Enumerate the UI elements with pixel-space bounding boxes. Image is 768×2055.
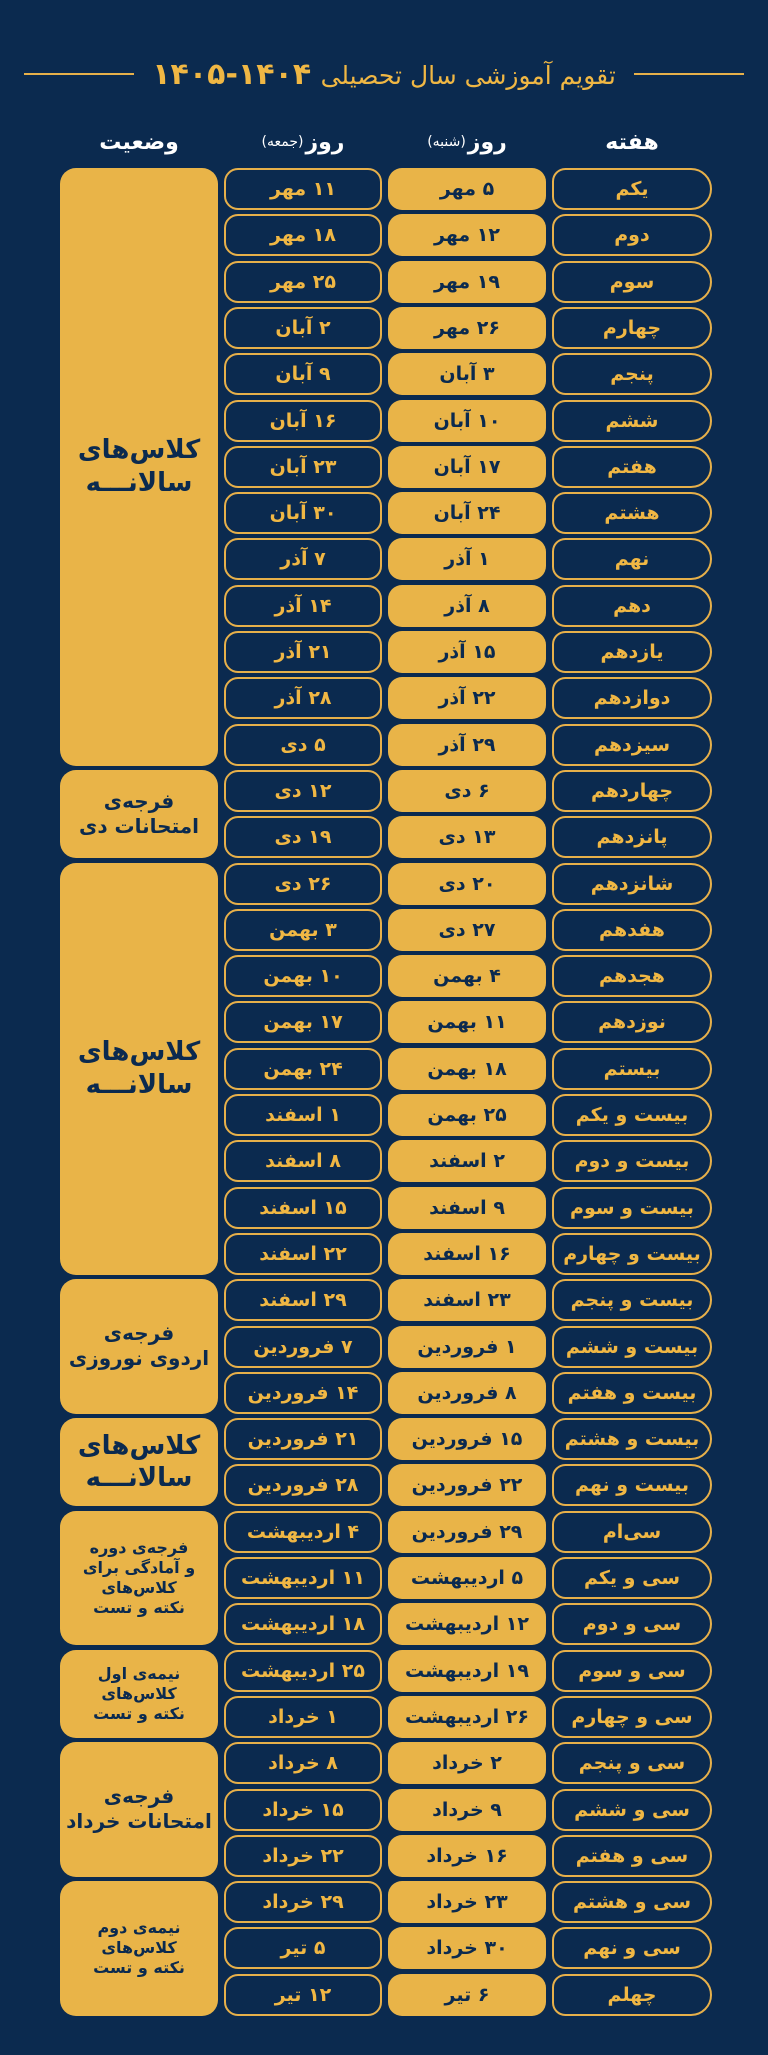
- week-cell: پنجم: [552, 353, 712, 395]
- saturday-cell: ۲۲ فروردین: [388, 1464, 546, 1506]
- saturday-cell: ۲۶ اردیبهشت: [388, 1696, 546, 1738]
- friday-cell: ۱ اسفند: [224, 1094, 382, 1136]
- friday-cell: ۱۲ دی: [224, 770, 382, 812]
- saturday-cell: ۱ فروردین: [388, 1326, 546, 1368]
- status-line: امتحانات خرداد: [66, 1809, 212, 1834]
- friday-cell: ۱۸ اردیبهشت: [224, 1603, 382, 1645]
- saturday-cell: ۵ اردیبهشت: [388, 1557, 546, 1599]
- header-status-label: وضعیت: [99, 129, 179, 155]
- friday-cell: ۲۱ فروردین: [224, 1418, 382, 1460]
- week-cell: یکم: [552, 168, 712, 210]
- friday-cell: ۱۶ آبان: [224, 400, 382, 442]
- friday-cell: ۲۴ بهمن: [224, 1048, 382, 1090]
- friday-cell: ۲۶ دی: [224, 863, 382, 905]
- week-cell: بیست و دوم: [552, 1140, 712, 1182]
- week-cell: دوازدهم: [552, 677, 712, 719]
- friday-cell: ۲۲ خرداد: [224, 1835, 382, 1877]
- status-line: کلاس‌های: [77, 1430, 201, 1461]
- status-line: و آمادگی برای: [82, 1557, 196, 1577]
- saturday-cell: ۱۹ اردیبهشت: [388, 1650, 546, 1692]
- saturday-cell: ۱۸ بهمن: [388, 1048, 546, 1090]
- friday-cell: ۴ اردیبهشت: [224, 1511, 382, 1553]
- saturday-cell: ۱ آذر: [388, 538, 546, 580]
- week-cell: هفتم: [552, 446, 712, 488]
- saturday-cell: ۳ آبان: [388, 353, 546, 395]
- saturday-cell: ۲۶ مهر: [388, 307, 546, 349]
- status-line: نکته و تست: [93, 1703, 185, 1723]
- friday-cell: ۲۸ فروردین: [224, 1464, 382, 1506]
- week-cell: بیست و ششم: [552, 1326, 712, 1368]
- saturday-cell: ۲ اسفند: [388, 1140, 546, 1182]
- week-cell: سیزدهم: [552, 724, 712, 766]
- week-cell: سی و پنجم: [552, 1742, 712, 1784]
- saturday-cell: ۲۳ خرداد: [388, 1881, 546, 1923]
- saturday-cell: ۲۰ دی: [388, 863, 546, 905]
- saturday-cell: ۶ دی: [388, 770, 546, 812]
- friday-cell: ۸ اسفند: [224, 1140, 382, 1182]
- header-friday-label: روز: [305, 129, 345, 155]
- week-cell: ششم: [552, 400, 712, 442]
- status-line: فرجه‌ی: [103, 1321, 175, 1346]
- week-cell: بیست و هفتم: [552, 1372, 712, 1414]
- status-line: نیمه‌ی دوم: [97, 1918, 181, 1938]
- week-cell: بیست و سوم: [552, 1187, 712, 1229]
- week-cell: هشتم: [552, 492, 712, 534]
- friday-cell: ۱۰ بهمن: [224, 955, 382, 997]
- status-block: [60, 1650, 218, 1738]
- friday-cell: ۵ دی: [224, 724, 382, 766]
- saturday-cell: ۱۲ مهر: [388, 214, 546, 256]
- friday-cell: ۳۰ آبان: [224, 492, 382, 534]
- week-cell: سی و چهارم: [552, 1696, 712, 1738]
- friday-cell: ۲۸ آذر: [224, 677, 382, 719]
- saturday-cell: ۲۳ اسفند: [388, 1279, 546, 1321]
- saturday-cell: ۲۹ آذر: [388, 724, 546, 766]
- week-cell: بیستم: [552, 1048, 712, 1090]
- week-cell: سی و یکم: [552, 1557, 712, 1599]
- saturday-cell: ۴ بهمن: [388, 955, 546, 997]
- friday-cell: ۲۱ آذر: [224, 631, 382, 673]
- friday-cell: ۷ آذر: [224, 538, 382, 580]
- saturday-cell: ۲۲ آذر: [388, 677, 546, 719]
- week-cell: چهارم: [552, 307, 712, 349]
- friday-cell: ۵ تیر: [224, 1927, 382, 1969]
- week-cell: دوم: [552, 214, 712, 256]
- status-line: امتحانات دی: [79, 814, 199, 839]
- saturday-cell: ۸ آذر: [388, 585, 546, 627]
- saturday-cell: ۱۷ آبان: [388, 446, 546, 488]
- saturday-cell: ۲۴ آبان: [388, 492, 546, 534]
- status-line: کلاس‌های: [101, 1577, 177, 1597]
- status-line: اردوی نوروزی: [68, 1346, 210, 1371]
- week-cell: بیست و هشتم: [552, 1418, 712, 1460]
- status-block: [60, 1279, 218, 1414]
- week-cell: سی و سوم: [552, 1650, 712, 1692]
- week-cell: سی و هشتم: [552, 1881, 712, 1923]
- saturday-cell: ۹ اسفند: [388, 1187, 546, 1229]
- friday-cell: ۲۵ مهر: [224, 261, 382, 303]
- saturday-cell: ۲ خرداد: [388, 1742, 546, 1784]
- status-line: سالانـــه: [85, 467, 193, 498]
- saturday-cell: ۱۵ فروردین: [388, 1418, 546, 1460]
- status-line: کلاس‌های: [101, 1683, 177, 1703]
- friday-cell: ۲۳ آبان: [224, 446, 382, 488]
- week-cell: یازدهم: [552, 631, 712, 673]
- week-cell: چهلم: [552, 1974, 712, 2016]
- status-line: فرجه‌ی: [103, 789, 175, 814]
- status-line: نیمه‌ی اول: [97, 1663, 181, 1683]
- friday-cell: ۲۹ خرداد: [224, 1881, 382, 1923]
- status-line: نکته و تست: [93, 1958, 185, 1978]
- status-line: کلاس‌های: [77, 1037, 201, 1068]
- status-line: نکته و تست: [93, 1597, 185, 1617]
- status-line: سالانـــه: [85, 1463, 193, 1494]
- friday-cell: ۳ بهمن: [224, 909, 382, 951]
- saturday-cell: ۲۵ بهمن: [388, 1094, 546, 1136]
- saturday-cell: ۲۷ دی: [388, 909, 546, 951]
- saturday-cell: ۵ مهر: [388, 168, 546, 210]
- saturday-cell: ۱۹ مهر: [388, 261, 546, 303]
- week-cell: هفدهم: [552, 909, 712, 951]
- status-block: [60, 1742, 218, 1877]
- week-cell: سی و دوم: [552, 1603, 712, 1645]
- saturday-cell: ۱۲ اردیبهشت: [388, 1603, 546, 1645]
- friday-cell: ۸ خرداد: [224, 1742, 382, 1784]
- header-week-label: هفته: [605, 129, 659, 155]
- friday-cell: ۱۵ خرداد: [224, 1789, 382, 1831]
- friday-cell: ۱۴ آذر: [224, 585, 382, 627]
- friday-cell: ۱۷ بهمن: [224, 1001, 382, 1043]
- saturday-cell: ۱۱ بهمن: [388, 1001, 546, 1043]
- header-saturday-sub: (شنبه): [427, 134, 466, 150]
- friday-cell: ۱۹ دی: [224, 816, 382, 858]
- title-main: تقویم آموزشی سال تحصیلی: [320, 60, 616, 90]
- saturday-cell: ۱۵ آذر: [388, 631, 546, 673]
- saturday-cell: ۱۰ آبان: [388, 400, 546, 442]
- week-cell: بیست و چهارم: [552, 1233, 712, 1275]
- friday-cell: ۷ فروردین: [224, 1326, 382, 1368]
- title-year: ۱۴۰۴-۱۴۰۵: [152, 56, 312, 92]
- friday-cell: ۲ آبان: [224, 307, 382, 349]
- status-block: [60, 168, 218, 766]
- saturday-cell: ۹ خرداد: [388, 1789, 546, 1831]
- week-cell: پانزدهم: [552, 816, 712, 858]
- week-cell: چهاردهم: [552, 770, 712, 812]
- status-line: کلاس‌های: [101, 1938, 177, 1958]
- week-cell: بیست و پنجم: [552, 1279, 712, 1321]
- friday-cell: ۲۹ اسفند: [224, 1279, 382, 1321]
- week-cell: سی و نهم: [552, 1927, 712, 1969]
- week-cell: دهم: [552, 585, 712, 627]
- saturday-cell: ۸ فروردین: [388, 1372, 546, 1414]
- friday-cell: ۲۲ اسفند: [224, 1233, 382, 1275]
- saturday-cell: ۱۶ اسفند: [388, 1233, 546, 1275]
- header-saturday-label: روز: [467, 129, 507, 155]
- friday-cell: ۲۵ اردیبهشت: [224, 1650, 382, 1692]
- week-cell: سی‌ام: [552, 1511, 712, 1553]
- week-cell: سوم: [552, 261, 712, 303]
- friday-cell: ۹ آبان: [224, 353, 382, 395]
- saturday-cell: ۲۹ فروردین: [388, 1511, 546, 1553]
- friday-cell: ۱۴ فروردین: [224, 1372, 382, 1414]
- week-cell: سی و ششم: [552, 1789, 712, 1831]
- week-cell: شانزدهم: [552, 863, 712, 905]
- status-block: [60, 1418, 218, 1506]
- friday-cell: ۱۱ اردیبهشت: [224, 1557, 382, 1599]
- week-cell: سی و هفتم: [552, 1835, 712, 1877]
- week-cell: بیست و یکم: [552, 1094, 712, 1136]
- friday-cell: ۱ خرداد: [224, 1696, 382, 1738]
- friday-cell: ۱۸ مهر: [224, 214, 382, 256]
- week-cell: بیست و نهم: [552, 1464, 712, 1506]
- status-line: فرجه‌ی دوره: [89, 1537, 189, 1557]
- status-block: [60, 1881, 218, 2016]
- header-friday-sub: (جمعه): [261, 134, 304, 150]
- status-line: فرجه‌ی: [103, 1784, 175, 1809]
- status-block: [60, 1511, 218, 1646]
- friday-cell: ۱۲ تیر: [224, 1974, 382, 2016]
- saturday-cell: ۶ تیر: [388, 1974, 546, 2016]
- status-line: کلاس‌های: [77, 435, 201, 466]
- saturday-cell: ۱۳ دی: [388, 816, 546, 858]
- friday-cell: ۱۵ اسفند: [224, 1187, 382, 1229]
- status-block: [60, 863, 218, 1275]
- status-line: سالانـــه: [85, 1069, 193, 1100]
- week-cell: نهم: [552, 538, 712, 580]
- week-cell: نوزدهم: [552, 1001, 712, 1043]
- status-block: [60, 770, 218, 858]
- saturday-cell: ۳۰ خرداد: [388, 1927, 546, 1969]
- friday-cell: ۱۱ مهر: [224, 168, 382, 210]
- week-cell: هجدهم: [552, 955, 712, 997]
- saturday-cell: ۱۶ خرداد: [388, 1835, 546, 1877]
